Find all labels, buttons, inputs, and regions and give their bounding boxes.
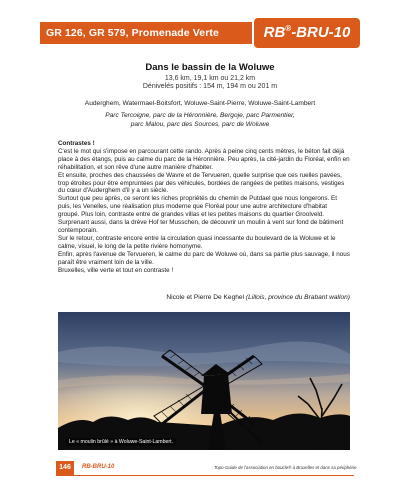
- walk-description: [58, 140, 350, 274]
- parks-line: parc Malou, parc des Sources, parc de Woluwe: [130, 121, 270, 128]
- parks-line: Parc Tercoigne, parc de la Héronnière, Bergoje, parc Parmentier,: [105, 112, 295, 119]
- walk-title: Dans le bassin de la Woluwe: [145, 62, 275, 73]
- walk-places: Auderghem, Watermael-Boitsfort, Woluwe-Saint-Pierre, Woluwe-Saint-Lambert: [84, 100, 316, 107]
- code-rest: -BRU-10: [291, 24, 351, 41]
- paragraph: C'est le mot qui s'impose en parcourant cette rando. Après à peine cinq cents mètres, le béton fait déjà place à des étangs, puis au calme du parc de la Héronnière. Peu après, la cité-jardin du Floréal, enfin en réhabilitation, et son rêve d'une autre manière d'habiter.: [58, 147, 350, 171]
- author-location: (Lillois, province du Brabant wallon): [245, 294, 350, 301]
- walk-elevation: Dénivelés positifs : 154 m, 194 m ou 201 m: [142, 83, 278, 90]
- author-signature: [58, 294, 350, 301]
- code-registered-mark: ®: [285, 24, 292, 33]
- photo-caption: Le « moulin brûlé » à Woluwe-Saint-Lambert.: [66, 438, 176, 446]
- windmill-photo: [58, 312, 350, 450]
- author-names: Nicole et Pierre De Keghel: [166, 294, 245, 301]
- footer-guide-title: Topo-Guide de l'association en boucle® à Bruxelles et dans sa périphérie: [214, 465, 357, 470]
- paragraph: Sur le retour, contraste encore entre la circulation quasi incessante du boulevard de la Woluwe et le calme, visuel, le long de la petite rivière homonyme.: [58, 234, 336, 250]
- walk-parks: [40, 111, 360, 129]
- lead-heading: Contrastes !: [58, 140, 95, 147]
- route-code-badge: [254, 18, 360, 48]
- paragraph: Enfin, après l'avenue de Tervueren, le calme du parc de Woluwe où, dans sa partie plus sauvage, il nous paraît être vraiment loin de la ville.: [58, 250, 350, 266]
- page-number: 146: [56, 461, 74, 475]
- paragraph: Et ensuite, proches des chaussées de Wavre et de Tervueren, quelle surprise que ces ruelles pavées, trop étroites pour être empruntées par des véhicules, bordées de rangées de petites maisons, vestiges du cœur d'Auderghem d'il y a un siècle.: [58, 171, 345, 195]
- walk-distances: 13,6 km, 19,1 km ou 21,2 km: [164, 75, 256, 82]
- walk-heading: [60, 62, 360, 90]
- paragraph: Surtout que peu après, ce seront les riches propriétés du chemin de Putdael que nous longerons. Et puis, les Venelles, une réalisation plus moderne que Floréal pour une autre architecture d'habitat groupé. Plus loin, contraste entre de grandes villas et les petites maisons du quartier Groolveld. Surprenant aussi, dans la drève Hof ter Musschen, de découvrir un moulin à vent sur fond de bâtiment contemporain.: [58, 195, 344, 234]
- paragraph: Bruxelles, ville verte et tout en contraste !: [58, 266, 174, 274]
- route-list: GR 126, GR 579, Promenade Verte: [46, 27, 219, 39]
- footer-divider: [56, 475, 354, 476]
- code-main: RB: [263, 24, 286, 41]
- footer-route-code: RB-BRU-10: [82, 464, 115, 470]
- windmill-illustration: [58, 312, 350, 450]
- route-banner: [40, 22, 252, 44]
